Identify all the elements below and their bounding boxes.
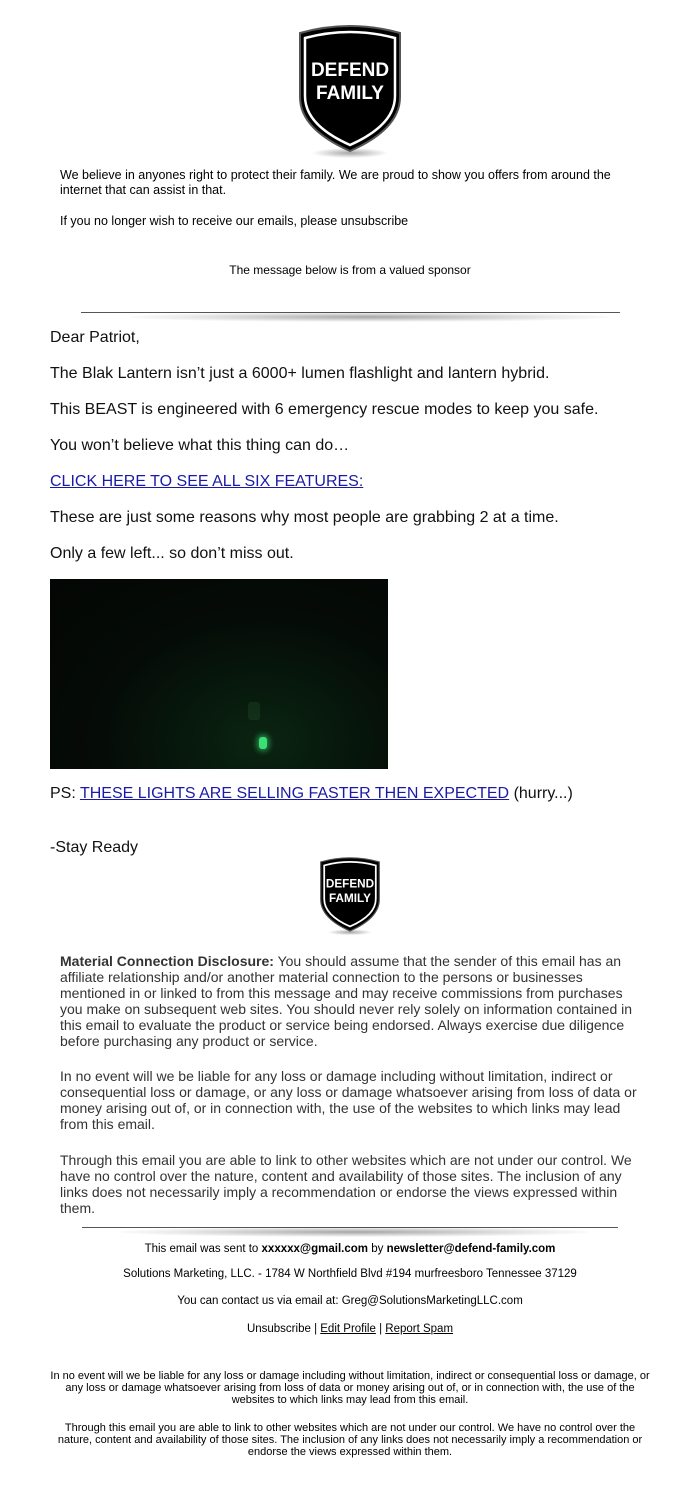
unsubscribe-link[interactable]: unsubscribe [340, 214, 409, 228]
separator: | [379, 1323, 383, 1335]
disclosure-paragraph-1 [60, 953, 640, 1049]
logo-text-family: FAMILY [316, 83, 384, 104]
footer-links [0, 1323, 700, 1335]
disclosure-text: You should assume that the sender of this email has an affiliate relationship and/or another material connection to the persons or businesses mentioned in or linked to from this message and may receive commissions from purchases you make on subsequent web sites. You should never rely solely on information contained in this email to evaluate the product or service being endorsed. Always exercise due diligence before purchasing any product or service. [60, 953, 633, 1049]
edit-profile-link[interactable]: Edit Profile [320, 1323, 376, 1335]
logo-text-defend: DEFEND [325, 877, 375, 891]
cta-line [50, 472, 363, 492]
sent-prefix: This email was sent to [144, 1243, 259, 1255]
footer-legal-1: In no event will we be liable for any loss or damage including without limitation, indirect or consequential loss or damage, or any loss or damage whatsoever arising from loss of data or money arising out of, or in connection with, the use of the websites to which links may lead from this email. [50, 1370, 650, 1406]
logo-text-family: FAMILY [329, 891, 371, 905]
ps-line [50, 784, 573, 804]
signoff: -Stay Ready [50, 839, 139, 856]
footer-unsubscribe-link[interactable]: Unsubscribe [246, 1323, 311, 1335]
ps-link[interactable]: THESE LIGHTS ARE SELLING FASTER THEN EXPECTED [79, 785, 510, 802]
lantern-glow [259, 737, 267, 749]
separator: | [314, 1323, 318, 1335]
disclosure-heading: Material Connection Disclosure: [60, 953, 274, 969]
body-line-5: Only a few left... so don’t miss out. [50, 545, 294, 562]
sent-by: by [371, 1243, 384, 1255]
body-line-2: This BEAST is engineered with 6 emergency rescue modes to keep you safe. [50, 401, 599, 418]
defend-family-logo [292, 25, 408, 159]
product-video-image[interactable] [50, 579, 388, 769]
footer-divider-shadow [120, 1227, 590, 1237]
recipient-email: xxxxxx@gmail.com [261, 1243, 368, 1255]
image-detail [248, 702, 260, 720]
sender-email: newsletter@defend-family.com [386, 1243, 556, 1255]
unsubscribe-line [60, 214, 650, 229]
report-spam-link[interactable]: Report Spam [385, 1323, 454, 1335]
ps-prefix: PS: [50, 785, 76, 802]
disclosure-paragraph-2: In no event will we be liable for any loss or damage including without limitation, indirect or consequential loss or damage, or any loss or damage whatsoever arising from loss of data or money arising out of, or in connection with, the use of the websites to which links may lead from this email. [60, 1068, 637, 1132]
contact-line: You can contact us via email at: Greg@SolutionsMarketingLLC.com [177, 1295, 523, 1307]
mission-statement: We believe in anyones right to protect their family. We are proud to show you offers from around the internet that can assist in that. [60, 168, 611, 197]
cta-link[interactable]: CLICK HERE TO SEE ALL SIX FEATURES: [50, 473, 364, 490]
unsubscribe-prefix: If you no longer wish to receive our emails, please [60, 214, 338, 228]
divider-shadow [130, 312, 610, 322]
ps-suffix: (hurry...) [513, 785, 573, 802]
defend-family-logo-small [316, 857, 384, 936]
sent-to-line [0, 1243, 700, 1255]
sponsor-notice: The message below is from a valued sponsor [229, 263, 471, 277]
body-line-1: The Blak Lantern isn’t just a 6000+ lumen flashlight and lantern hybrid. [50, 365, 550, 382]
greeting: Dear Patriot, [50, 329, 140, 346]
company-address: Solutions Marketing, LLC. - 1784 W Northfield Blvd #194 murfreesboro Tennessee 37129 [123, 1268, 577, 1280]
footer-legal-2: Through this email you are able to link to other websites which are not under our control. We have no control over the nature, content and availability of those sites. The inclusion of any links does not necessarily imply a recommendation or endorse the views expressed within them. [57, 1422, 643, 1458]
logo-text-defend: DEFEND [310, 60, 390, 81]
body-line-3: You won’t believe what this thing can do… [50, 437, 350, 454]
body-line-4: These are just some reasons why most people are grabbing 2 at a time. [50, 509, 559, 526]
disclosure-paragraph-3: Through this email you are able to link to other websites which are not under our control. We have no control over the nature, content and availability of those sites. The inclusion of any links does not necessarily imply a recommendation or endorse the views expressed within them. [60, 1152, 632, 1216]
